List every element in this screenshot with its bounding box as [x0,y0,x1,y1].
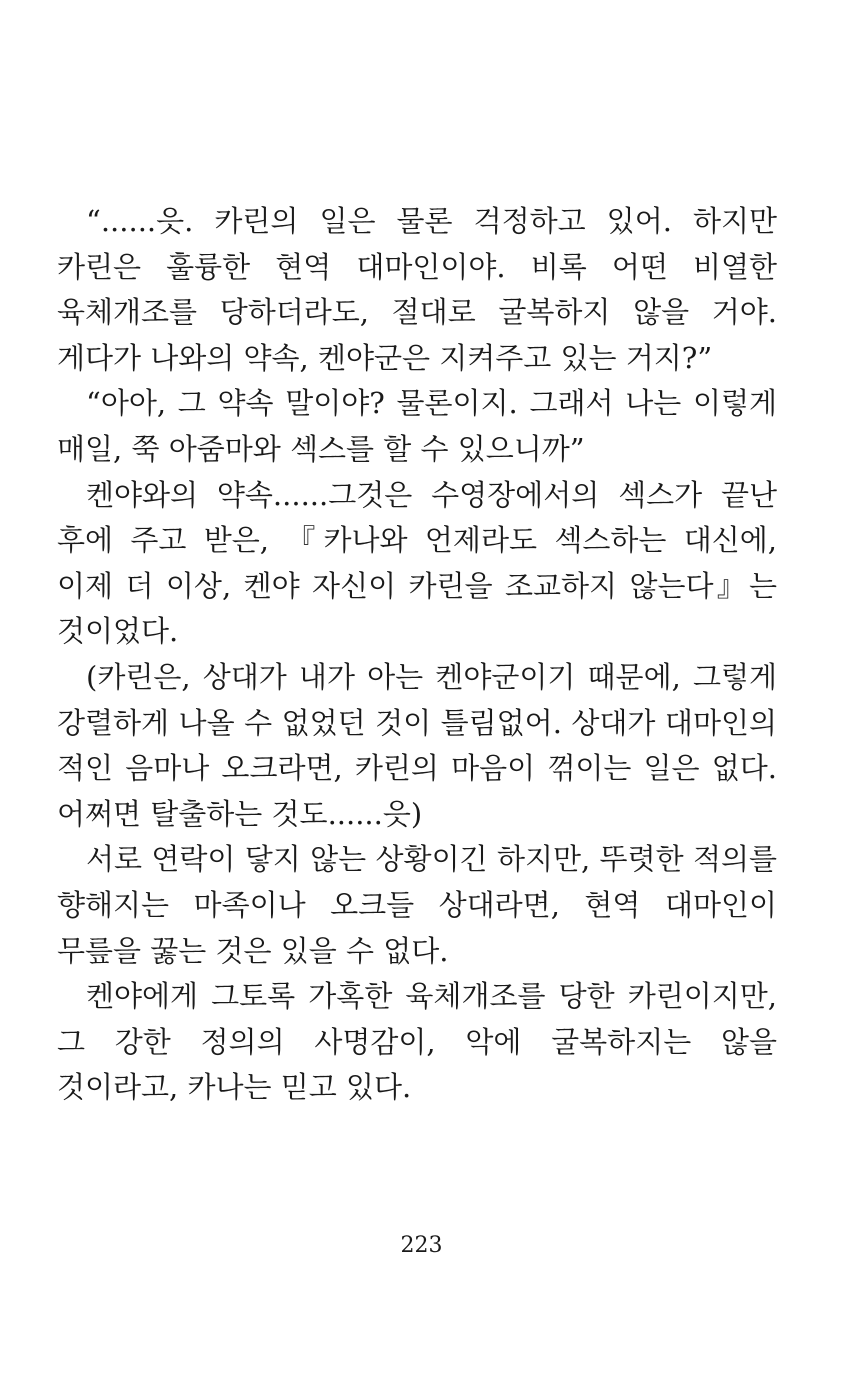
body-text [57,199,777,1111]
paragraph-4: (카린은, 상대가 내가 아는 켄야군이기 때문에, 그렇게 강렬하게 나올 수 없었던 것이 틀림없어. 상대가 대마인의 적인 음마나 오크라면, 카린의 마음이 꺾이는 일은 없다. 어쩌면 탈출하는 것도......읏) [57,659,777,831]
page-number: 223 [400,1233,443,1258]
paragraph-5: 서로 연락이 닿지 않는 상황이긴 하지만, 뚜렷한 적의를 향해지는 마족이나 오크들 상대라면, 현역 대마인이 무릎을 꿇는 것은 있을 수 없다. [57,842,777,968]
paragraph-6: 켄야에게 그토록 가혹한 육체개조를 당한 카린이지만, 그 강한 정의의 사명감이, 악에 굴복하지는 않을 것이라고, 카나는 믿고 있다. [57,979,777,1105]
paragraph-3: 켄야와의 약속......그것은 수영장에서의 섹스가 끝난 후에 주고 받은, 『카나와 언제라도 섹스하는 대신에, 이제 더 이상, 켄야 자신이 카린을 조교하지 않는다』는 것이었다. [57,477,777,649]
paragraph-2: “아아, 그 약속 말이야? 물론이지. 그래서 나는 이렇게 매일, 쭉 아줌마와 섹스를 할 수 있으니까” [57,386,777,466]
paragraph-1: “......읏. 카린의 일은 물론 걱정하고 있어. 하지만 카린은 훌륭한 현역 대마인이야. 비록 어떤 비열한 육체개조를 당하더라도, 절대로 굴복하지 않을 거야. 게다가 나와의 약속, 켄야군은 지켜주고 있는 거지?” [57,204,777,375]
